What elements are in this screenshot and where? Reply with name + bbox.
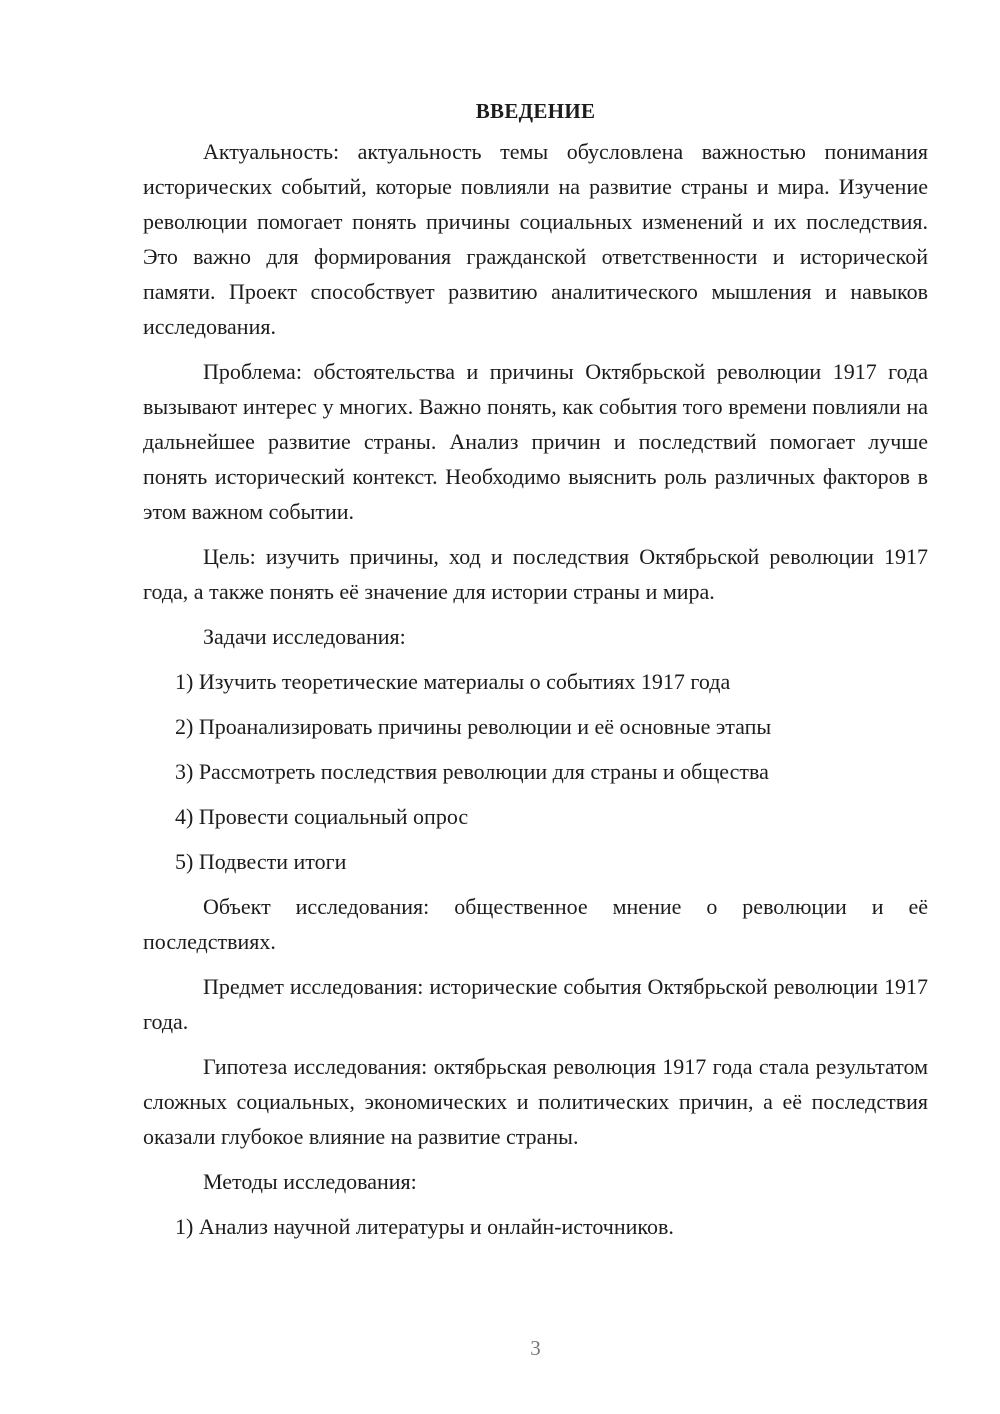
- object-paragraph: Объект исследования: общественное мнение о революции и её последствиях.: [143, 894, 928, 954]
- section-title: ВВЕДЕНИЕ: [475, 99, 596, 123]
- hypothesis-paragraph: Гипотеза исследования: октябрьская революция 1917 года стала результатом сложных социальных, экономических и политических причин, а её последствия оказали глубокое влияние на развитие страны.: [143, 1054, 928, 1149]
- problem-paragraph: Проблема: обстоятельства и причины Октябрьской революции 1917 года вызывают интерес у многих. Важно понять, как события того времени повлияли на дальнейшее развитие страны. Анализ причин и последствий помогает лучше понять исторический контекст. Необходимо выяснить роль различных факторов в этом важном событии.: [143, 359, 928, 524]
- method-item: 1) Анализ научной литературы и онлайн-источников.: [175, 1214, 674, 1239]
- task-item: 2) Проанализировать причины революции и её основные этапы: [175, 714, 772, 739]
- document-page: [143, 98, 928, 1254]
- task-item: 1) Изучить теоретические материалы о событиях 1917 года: [175, 669, 731, 694]
- methods-heading: Методы исследования:: [203, 1169, 417, 1194]
- tasks-heading: Задачи исследования:: [203, 624, 406, 649]
- subject-paragraph: Предмет исследования: исторические события Октябрьской революции 1917 года.: [143, 974, 928, 1034]
- task-item: 5) Подвести итоги: [175, 849, 347, 874]
- page-number: 3: [530, 1336, 541, 1360]
- goal-paragraph: Цель: изучить причины, ход и последствия Октябрьской революции 1917 года, а также понять её значение для истории страны и мира.: [143, 544, 928, 604]
- task-item: 3) Рассмотреть последствия революции для страны и общества: [175, 759, 769, 784]
- task-item: 4) Провести социальный опрос: [175, 804, 469, 829]
- relevance-paragraph: Актуальность: актуальность темы обусловлена важностью понимания исторических событий, которые повлияли на развитие страны и мира. Изучение революции помогает понять причины социальных изменений и их последствия. Это важно для формирования гражданской ответственности и исторической памяти. Проект способствует развитию аналитического мышления и навыков исследования.: [143, 139, 928, 339]
